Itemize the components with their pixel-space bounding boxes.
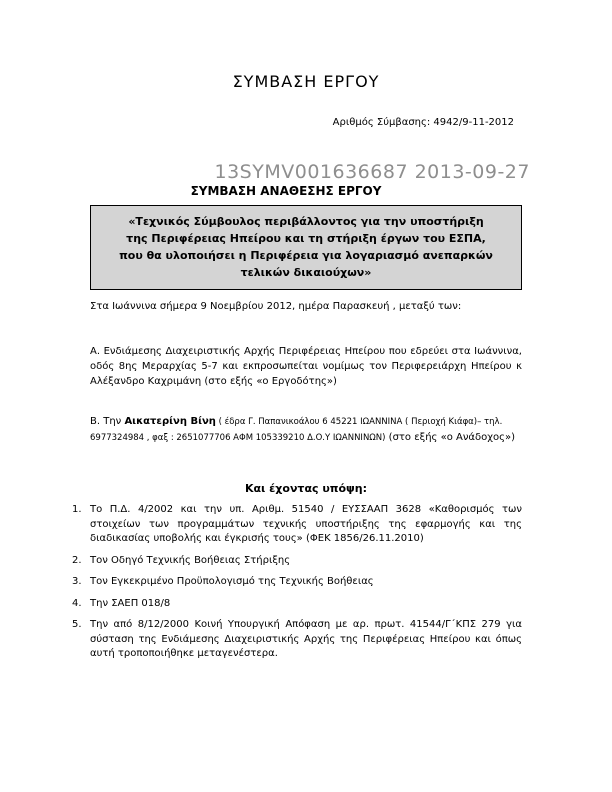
list-item <box>72 503 522 547</box>
having-regard-heading: Και έχοντας υπόψη: <box>244 482 368 495</box>
document-title: ΣΥΜΒΑΣΗ ΕΡΓΟΥ <box>232 72 380 91</box>
list-item <box>72 618 522 662</box>
list-item-number: 1. <box>72 504 82 515</box>
list-item <box>72 554 522 569</box>
intro-paragraph: Στα Ιωάννινα σήμερα 9 Νοεμβρίου 2012, ημέρα Παρασκευή , μεταξύ των: <box>90 301 462 312</box>
list-item-number: 5. <box>72 619 82 630</box>
document-subtitle: ΣΥΜΒΑΣΗ ΑΝΑΘΕΣΗΣ ΕΡΓΟΥ <box>190 184 382 198</box>
registry-stamp: 13SYMV001636687 2013-09-27 <box>214 161 530 183</box>
list-item-text: Τον Οδηγό Τεχνικής Βοήθειας Στήριξης <box>90 554 291 566</box>
list-item-number: 4. <box>72 597 82 609</box>
party-b-name: Αικατερίνη Βίνη <box>124 416 216 427</box>
legal-considerations-list <box>72 503 522 662</box>
list-item-text: Τον Εγκεκριμένο Προϋπολογισμό της Τεχνικής Βοήθειας <box>90 576 374 587</box>
list-item-text: Την από 8/12/2000 Κοινή Υπουργική Απόφαση με αρ. πρωτ. 41544/Γ΄ΚΠΣ 279 για σύσταση της Ενδιάμεσης Διαχειριστικής Αρχής της Περιφέρειας Ηπείρου και όπως αυτή τροποποιήθηκε μεταγενέστερα. <box>90 619 522 659</box>
party-b-paragraph <box>90 414 522 446</box>
list-item-text: Την ΣΑΕΠ 018/8 <box>90 597 171 609</box>
contract-number: Αριθμός Σύμβασης: 4942/9-11-2012 <box>332 117 514 128</box>
party-a-paragraph: Α. Ενδιάμεσης Διαχειριστικής Αρχής Περιφέρειας Ηπείρου που εδρεύει στα Ιωάννινα, οδός 8ης Μεραρχίας 5-7 και εκπροσωπείται νομίμως τον Περιφερειάρχη Ηπείρου κ Αλέξανδρο Καχριμάνη (στο εξής «ο Εργοδότης») <box>90 346 522 387</box>
project-title-box: «Τεχνικός Σύμβουλος περιβάλλοντος για την υποστήριξη της Περιφέρειας Ηπείρου και τη στήριξη έργων του ΕΣΠΑ, που θα υλοποιήσει η Περιφέρεια για λογαριασμό ανεπαρκών τελικών δικαιούχων» <box>90 205 522 290</box>
party-b-details: ( έδρα Γ. Παπανικοάλου 6 45221 ΙΩΑΝΝΙΝΑ ( Περιοχή Κιάφα)– τηλ. 6977324984 , φαξ : 2651077706 ΑΦΜ 105339210 Δ.Ο.Υ ΙΩΑΝΝΙΝΩΝ) <box>90 417 503 443</box>
list-item <box>72 575 522 590</box>
list-item-number: 3. <box>72 576 82 587</box>
list-item <box>72 597 522 612</box>
list-item-text: Το Π.Δ. 4/2002 και την υπ. Αριθμ. 51540 / ΕΥΣΣΑΑΠ 3628 «Καθορισμός των στοιχείων των προγραμμάτων τεχνικής υποστήριξης της εφαρμογής και της διαδικασίας υποβολής και έγκρισής τους» (ΦΕΚ 1856/26.11.2010) <box>90 504 522 544</box>
party-b-prefix: Β. Την <box>90 416 125 427</box>
list-item-number: 2. <box>72 554 82 566</box>
party-b-suffix: (στο εξής «ο Ανάδοχος») <box>385 432 516 443</box>
